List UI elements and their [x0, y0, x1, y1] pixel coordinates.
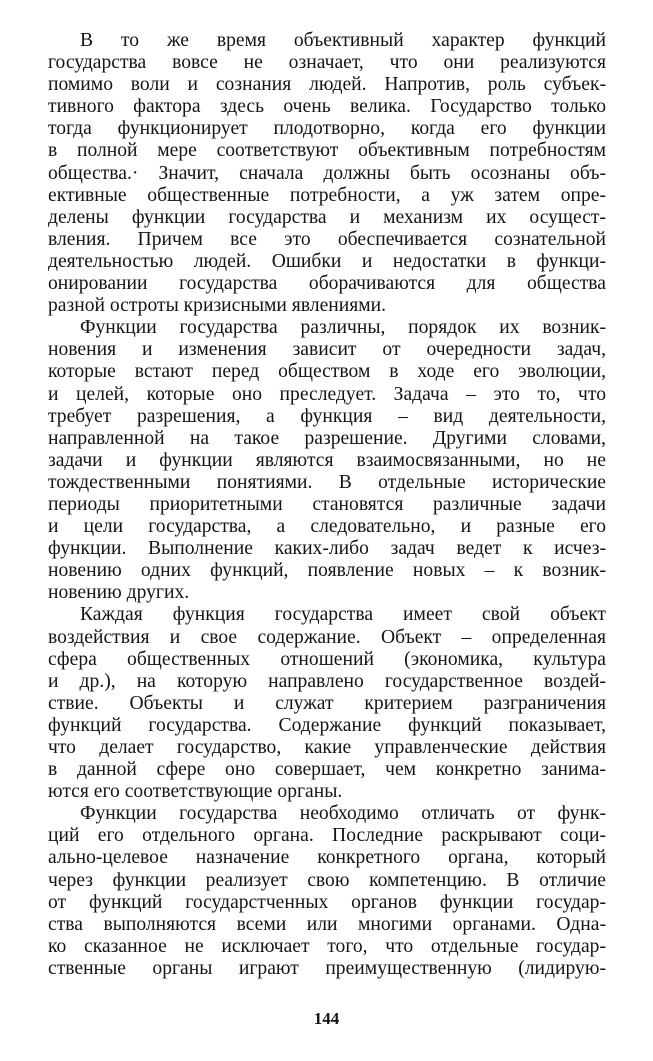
text-line: ства выполняются всеми или многими органами. Одна-: [48, 913, 606, 935]
text-line: ствие. Объекты и служат критерием разграничения: [48, 692, 606, 714]
text-line: в полной мере соответствуют объективным потребностям: [48, 140, 606, 162]
page-number: 144: [313, 1009, 340, 1028]
text-line: новению одних функций, появление новых – к возник-: [48, 560, 606, 582]
text-line: сфера общественных отношений (экономика, культура: [48, 648, 606, 670]
text-line: которые встают перед обществом в ходе его эволюции,: [48, 361, 606, 383]
text-line: и цели государства, а следовательно, и разные его: [48, 516, 606, 538]
text-line: делены функции государства и механизм их осущест-: [48, 206, 606, 228]
text-line: от функций государстченных органов функции государ-: [48, 891, 606, 913]
page-text: [48, 30, 606, 980]
paragraph: [48, 30, 606, 317]
text-line: и др.), на которую направлено государственное воздей-: [48, 670, 606, 692]
text-line: периоды приоритетными становятся различные задачи: [48, 493, 606, 515]
text-line: общества.· Значит, сначала должны быть осознаны объ-: [48, 162, 606, 184]
text-line: В то же время объективный характер функций: [80, 30, 606, 51]
text-line: задачи и функции являются взаимосвязанными, но не: [48, 449, 606, 471]
text-line: тогда функционирует плодотворно, когда его функции: [48, 118, 606, 140]
text-line: Функции государства необходимо отличать от функ-: [80, 803, 606, 825]
text-line: Функции государства различны, порядок их возник-: [80, 317, 606, 339]
text-line: ко сказанное не исключает того, что отдельные государ-: [48, 935, 606, 957]
text-line: новению других.: [48, 582, 190, 604]
text-line: в данной сфере оно совершает, чем конкретно занима-: [48, 759, 606, 781]
text-line: помимо воли и сознания людей. Напротив, роль субъек-: [48, 74, 606, 96]
text-line: функций государства. Содержание функций показывает,: [48, 714, 606, 736]
paragraph: [48, 317, 606, 604]
text-line: направленной на такое разрешение. Другими словами,: [48, 427, 606, 449]
text-line: разной остроты кризисными явлениями.: [48, 295, 387, 317]
text-line: онировании государства оборачиваются для общества: [48, 273, 606, 295]
text-line: воздействия и свое содержание. Объект – определенная: [48, 626, 606, 648]
text-line: Каждая функция государства имеет свой объект: [80, 604, 606, 626]
paragraph: [48, 604, 606, 803]
text-line: через функции реализует свою компетенцию. В отличие: [48, 869, 606, 891]
text-line: деятельностью людей. Ошибки и недостатки в функци-: [48, 250, 606, 272]
text-line: функции. Выполнение каких-либо задач ведет к исчез-: [48, 538, 606, 560]
text-line: ективные общественные потребности, а уж затем опре-: [48, 184, 606, 206]
text-line: ственные органы играют преимущественную (лидирую-: [48, 957, 606, 979]
text-line: ций его отдельного органа. Последние раскрывают соци-: [48, 825, 606, 847]
text-line: что делает государство, какие управленческие действия: [48, 737, 606, 758]
text-line: ются его соответствующие органы.: [48, 781, 343, 803]
text-line: тождественными понятиями. В отдельные исторические: [48, 471, 606, 493]
text-line: требует разрешения, а функция – вид деятельности,: [48, 405, 606, 427]
text-line: новения и изменения зависит от очередности задач,: [48, 339, 606, 361]
text-line: ально-целевое назначение конкретного органа, который: [48, 847, 606, 869]
text-line: и целей, которые оно преследует. Задача – это то, что: [48, 383, 606, 405]
text-line: государства вовсе не означает, что они реализуются: [48, 52, 606, 74]
paragraph: [48, 803, 606, 980]
text-line: тивного фактора здесь очень велика. Государство только: [48, 96, 606, 118]
text-line: вления. Причем все это обеспечивается сознательной: [48, 228, 606, 250]
